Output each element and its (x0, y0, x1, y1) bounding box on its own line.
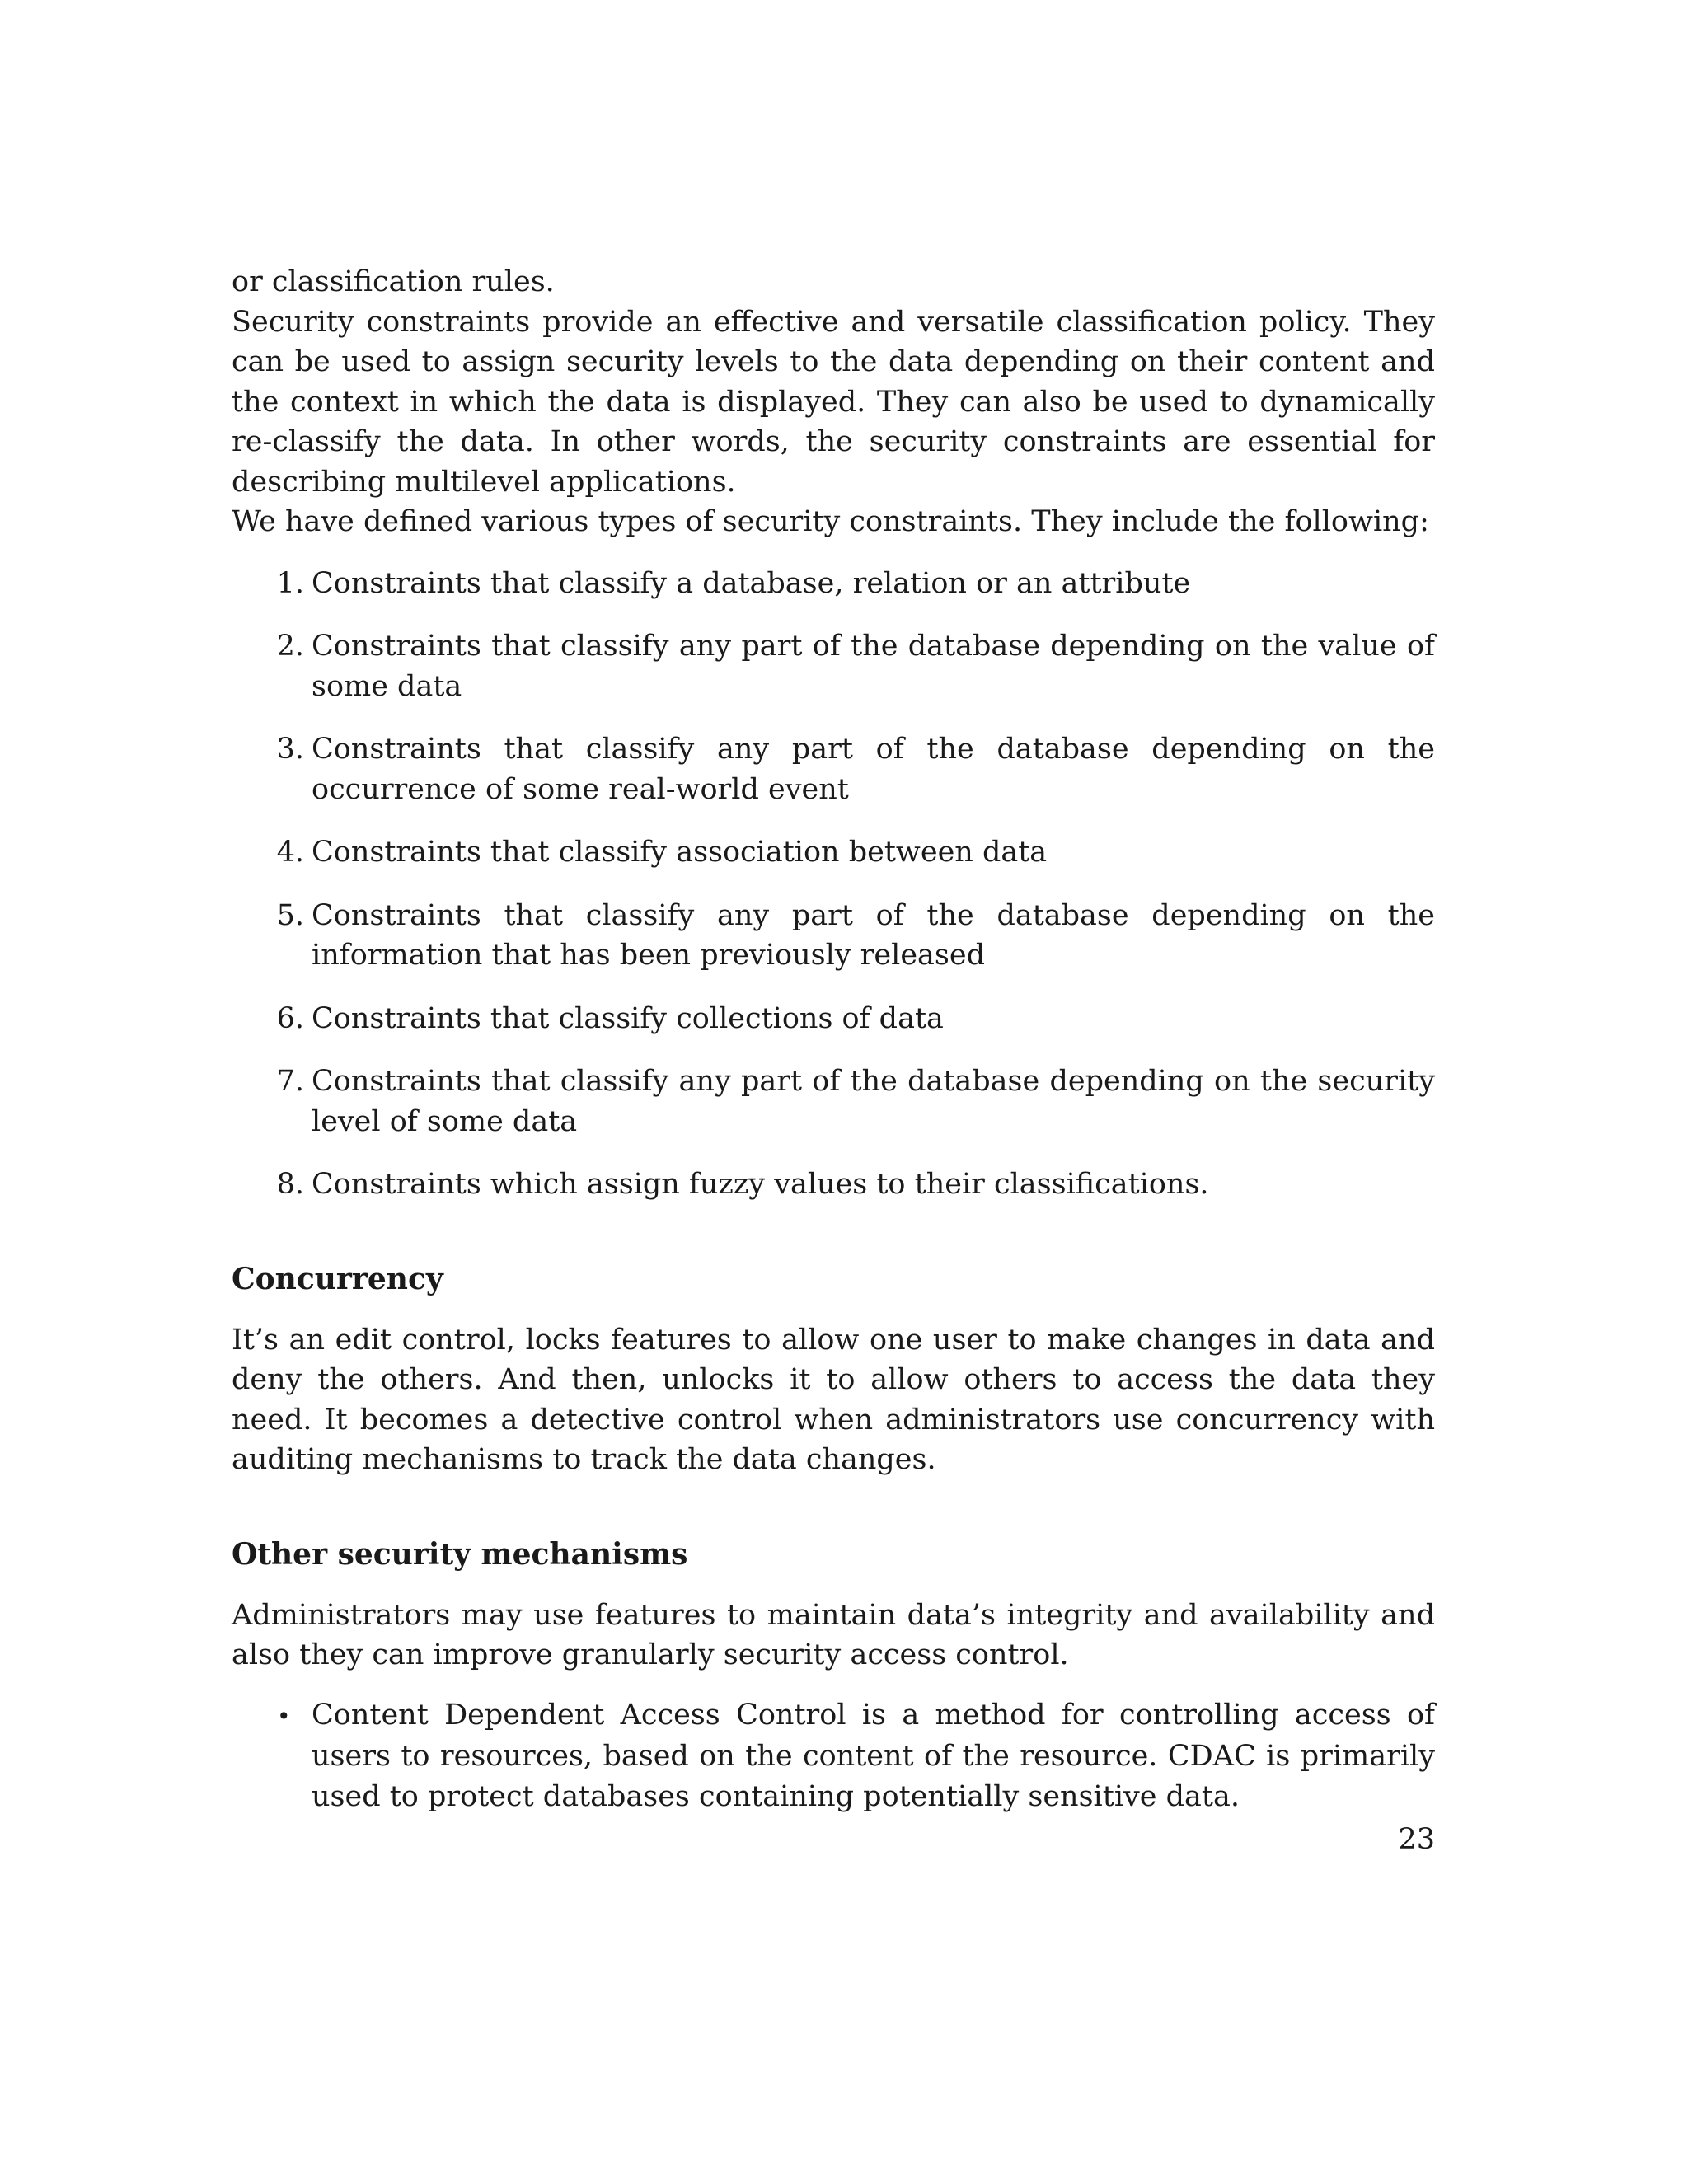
list-item (232, 729, 1435, 809)
bullet-marker: • (277, 1702, 291, 1730)
list-text: Constraints that classify any part of the database depending on the security level of some data (312, 1065, 1435, 1138)
mechanism-bullet-list (232, 1695, 1435, 1817)
intro-continuation: or classification rules. (232, 265, 555, 298)
page-body (232, 262, 1435, 1816)
list-number: 7. (276, 1065, 304, 1098)
list-item (232, 564, 1435, 604)
list-item (232, 999, 1435, 1039)
list-text: Constraints that classify any part of the database depending on the occurrence of some real-world event (312, 733, 1435, 806)
list-number: 3. (276, 733, 304, 766)
list-text: Constraints that classify collections of data (312, 1001, 944, 1035)
bullet-text: Content Dependent Access Control is a method for controlling access of users to resources, based on the content of the resource. CDAC is primarily used to protect databases containing potentially sensitive data. (312, 1698, 1435, 1813)
list-text: Constraints that classify a database, relation or an attribute (312, 566, 1191, 600)
list-text: Constraints that classify any part of the database depending on the information that has been previously released (312, 898, 1435, 972)
list-number: 4. (276, 836, 304, 869)
list-item (232, 832, 1435, 873)
list-item (232, 626, 1435, 706)
list-item (232, 1062, 1435, 1141)
section-heading-concurrency: Concurrency (232, 1261, 443, 1296)
list-number: 8. (276, 1168, 304, 1201)
list-number: 2. (276, 630, 304, 663)
list-item (232, 1165, 1435, 1205)
concurrency-paragraph: It’s an edit control, locks features to allow one user to make changes in data and deny the others. And then, unlocks it to allow others to access the data they need. It becomes a detective control when administrators use concurrency with auditing mechanisms to track the data changes. (232, 1323, 1435, 1476)
section-heading-other-mechanisms: Other security mechanisms (232, 1536, 688, 1572)
intro-paragraph: Security constraints provide an effective and versatile classification policy. They can be used to assign security levels to the data depending on their content and the context in which the data is displayed. They can also be used to dynamically re-classify the data. In other words, the security constraints are essential for describing multilevel applications. (232, 305, 1435, 499)
list-item (232, 896, 1435, 976)
list-number: 1. (276, 566, 304, 600)
list-text: Constraints that classify association between data (312, 836, 1048, 869)
intro-lead-in: We have defined various types of security constraints. They include the following: (232, 505, 1429, 538)
list-text: Constraints that classify any part of the database depending on the value of some data (312, 630, 1435, 703)
list-number: 6. (276, 1001, 304, 1035)
list-number: 5. (276, 898, 304, 932)
page-number: 23 (1398, 1823, 1435, 1856)
constraint-list (232, 564, 1435, 1205)
other-mechanisms-paragraph: Administrators may use features to maintain data’s integrity and availability and also they can improve granularly security access control. (232, 1598, 1435, 1671)
bullet-item (232, 1695, 1435, 1817)
list-text: Constraints which assign fuzzy values to their classifications. (312, 1168, 1209, 1201)
